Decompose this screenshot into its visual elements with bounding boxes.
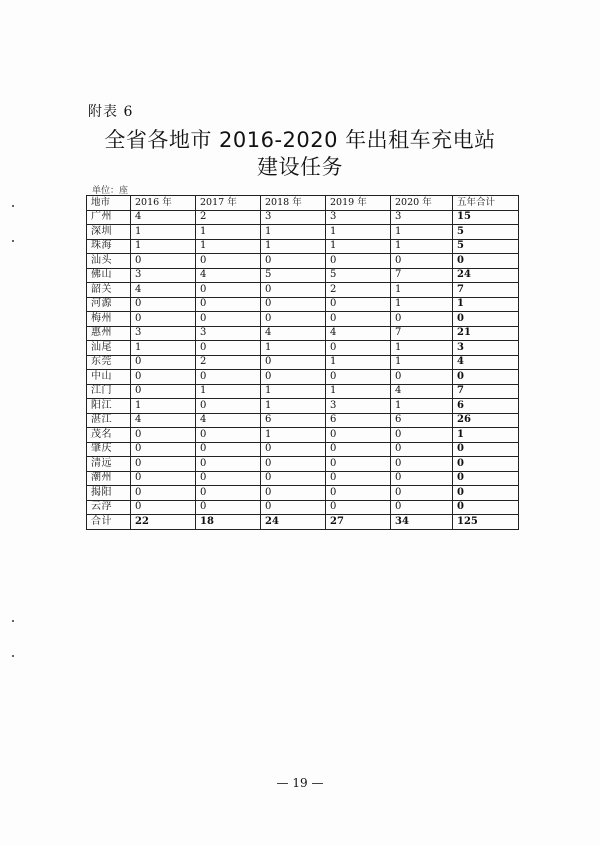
value-cell: 2 [326,283,391,298]
value-cell: 2 [196,210,261,225]
total-value-cell: 22 [131,515,196,530]
total-cell: 15 [453,210,519,225]
page-title-line2: 建设任务 [257,155,343,179]
value-cell: 0 [196,312,261,327]
total-cell: 0 [453,312,519,327]
table-row [87,399,519,414]
table-row [87,225,519,240]
table-row [87,297,519,312]
value-cell: 0 [391,486,453,501]
value-cell: 6 [391,413,453,428]
value-cell: 4 [196,413,261,428]
table-row [87,370,519,385]
appendix-label: 附表 6 [88,104,134,120]
header-cell: 2019 年 [326,196,391,211]
value-cell: 0 [131,442,196,457]
header-cell: 2017 年 [196,196,261,211]
city-cell: 茂名 [87,428,131,443]
value-cell: 0 [196,254,261,269]
value-cell: 0 [131,500,196,515]
table-row [87,312,519,327]
value-cell: 0 [326,471,391,486]
city-cell: 清远 [87,457,131,472]
value-cell: 5 [261,268,326,283]
city-cell: 韶关 [87,283,131,298]
value-cell: 1 [131,341,196,356]
city-cell: 揭阳 [87,486,131,501]
table-row [87,239,519,254]
value-cell: 0 [261,312,326,327]
city-cell: 汕头 [87,254,131,269]
value-cell: 0 [196,457,261,472]
value-cell: 0 [326,486,391,501]
value-cell: 0 [196,341,261,356]
total-cell: 0 [453,457,519,472]
total-cell: 7 [453,283,519,298]
value-cell: 1 [326,225,391,240]
header-cell: 2018 年 [261,196,326,211]
value-cell: 3 [196,326,261,341]
header-cell: 地市 [87,196,131,211]
city-cell: 江门 [87,384,131,399]
value-cell: 0 [261,486,326,501]
value-cell: 0 [131,370,196,385]
value-cell: 0 [196,471,261,486]
total-cell: 7 [453,384,519,399]
value-cell: 1 [391,355,453,370]
charging-station-table [86,195,519,530]
total-cell: 5 [453,225,519,240]
table-row [87,486,519,501]
total-cell: 0 [453,442,519,457]
value-cell: 0 [261,370,326,385]
value-cell: 0 [131,384,196,399]
value-cell: 7 [391,268,453,283]
value-cell: 0 [326,341,391,356]
page-title: 全省各地市 2016-2020 年出租车充电站 [104,128,496,152]
value-cell: 0 [391,442,453,457]
value-cell: 1 [326,384,391,399]
total-cell: 1 [453,297,519,312]
value-cell: 0 [326,500,391,515]
value-cell: 0 [196,442,261,457]
scan-dot [12,205,14,207]
total-cell: 26 [453,413,519,428]
value-cell: 1 [261,428,326,443]
table-row [87,326,519,341]
value-cell: 3 [131,268,196,283]
value-cell: 3 [326,210,391,225]
value-cell: 0 [131,428,196,443]
value-cell: 0 [261,283,326,298]
value-cell: 1 [131,239,196,254]
value-cell: 4 [131,413,196,428]
value-cell: 0 [326,254,391,269]
value-cell: 3 [261,210,326,225]
value-cell: 5 [326,268,391,283]
table-row [87,413,519,428]
value-cell: 3 [391,210,453,225]
table-row [87,283,519,298]
value-cell: 1 [261,239,326,254]
value-cell: 0 [131,457,196,472]
value-cell: 0 [261,457,326,472]
total-value-cell: 18 [196,515,261,530]
value-cell: 1 [326,355,391,370]
value-cell: 0 [391,457,453,472]
total-cell: 21 [453,326,519,341]
table-row [87,471,519,486]
value-cell: 0 [261,442,326,457]
total-value-cell: 125 [453,515,519,530]
table-row [87,268,519,283]
value-cell: 4 [131,210,196,225]
table-total-row [87,515,519,530]
total-value-cell: 27 [326,515,391,530]
value-cell: 0 [196,399,261,414]
value-cell: 1 [391,399,453,414]
value-cell: 0 [261,471,326,486]
value-cell: 0 [261,297,326,312]
total-cell: 0 [453,500,519,515]
table-row [87,384,519,399]
value-cell: 1 [326,239,391,254]
table-row [87,355,519,370]
value-cell: 1 [261,384,326,399]
city-cell: 湛江 [87,413,131,428]
total-cell: 0 [453,471,519,486]
city-cell: 珠海 [87,239,131,254]
table-row [87,341,519,356]
value-cell: 0 [326,428,391,443]
value-cell: 1 [131,399,196,414]
value-cell: 0 [196,428,261,443]
city-cell: 佛山 [87,268,131,283]
value-cell: 0 [391,312,453,327]
value-cell: 0 [261,500,326,515]
unit-note: 单位：座 [92,186,129,196]
value-cell: 0 [391,500,453,515]
total-cell: 0 [453,370,519,385]
value-cell: 2 [196,355,261,370]
table-row [87,428,519,443]
city-cell: 深圳 [87,225,131,240]
header-cell: 2020 年 [391,196,453,211]
header-cell: 五年合计 [453,196,519,211]
value-cell: 0 [326,442,391,457]
value-cell: 1 [261,399,326,414]
city-cell: 东莞 [87,355,131,370]
header-cell: 2016 年 [131,196,196,211]
value-cell: 1 [261,225,326,240]
total-cell: 24 [453,268,519,283]
value-cell: 0 [391,370,453,385]
value-cell: 4 [131,283,196,298]
table-row [87,254,519,269]
value-cell: 4 [196,268,261,283]
value-cell: 6 [261,413,326,428]
value-cell: 0 [261,355,326,370]
total-cell: 4 [453,355,519,370]
city-cell: 中山 [87,370,131,385]
value-cell: 1 [196,239,261,254]
value-cell: 0 [131,471,196,486]
value-cell: 1 [131,225,196,240]
value-cell: 1 [391,297,453,312]
value-cell: 4 [326,326,391,341]
value-cell: 0 [131,312,196,327]
city-cell: 梅州 [87,312,131,327]
value-cell: 1 [261,341,326,356]
value-cell: 1 [391,239,453,254]
value-cell: 0 [196,500,261,515]
value-cell: 0 [326,297,391,312]
value-cell: 0 [196,486,261,501]
city-cell: 惠州 [87,326,131,341]
value-cell: 1 [196,384,261,399]
value-cell: 0 [196,283,261,298]
city-cell: 潮州 [87,471,131,486]
value-cell: 0 [196,370,261,385]
total-value-cell: 34 [391,515,453,530]
value-cell: 0 [326,457,391,472]
value-cell: 3 [326,399,391,414]
table-row [87,500,519,515]
total-cell: 0 [453,486,519,501]
value-cell: 0 [261,254,326,269]
table-row [87,457,519,472]
table-header-row [87,196,519,211]
value-cell: 1 [391,225,453,240]
city-cell: 广州 [87,210,131,225]
total-cell: 6 [453,399,519,414]
value-cell: 0 [326,370,391,385]
value-cell: 4 [261,326,326,341]
total-cell: 3 [453,341,519,356]
value-cell: 0 [326,312,391,327]
value-cell: 6 [326,413,391,428]
value-cell: 0 [391,428,453,443]
total-cell: 1 [453,428,519,443]
value-cell: 3 [131,326,196,341]
scan-dot [12,240,14,242]
total-value-cell: 24 [261,515,326,530]
city-cell: 阳江 [87,399,131,414]
value-cell: 0 [196,297,261,312]
value-cell: 0 [391,471,453,486]
value-cell: 1 [391,283,453,298]
city-cell: 河源 [87,297,131,312]
total-cell: 0 [453,254,519,269]
city-cell: 云浮 [87,500,131,515]
value-cell: 0 [131,355,196,370]
table-row [87,442,519,457]
value-cell: 7 [391,326,453,341]
value-cell: 1 [196,225,261,240]
value-cell: 0 [391,254,453,269]
total-cell: 5 [453,239,519,254]
city-cell: 肇庆 [87,442,131,457]
total-label-cell: 合计 [87,515,131,530]
table-row [87,210,519,225]
value-cell: 0 [131,486,196,501]
value-cell: 0 [131,297,196,312]
page-number: — 19 — [276,776,324,790]
scan-dot [12,655,14,657]
city-cell: 汕尾 [87,341,131,356]
value-cell: 4 [391,384,453,399]
value-cell: 0 [131,254,196,269]
scan-dot [12,620,14,622]
value-cell: 1 [391,341,453,356]
